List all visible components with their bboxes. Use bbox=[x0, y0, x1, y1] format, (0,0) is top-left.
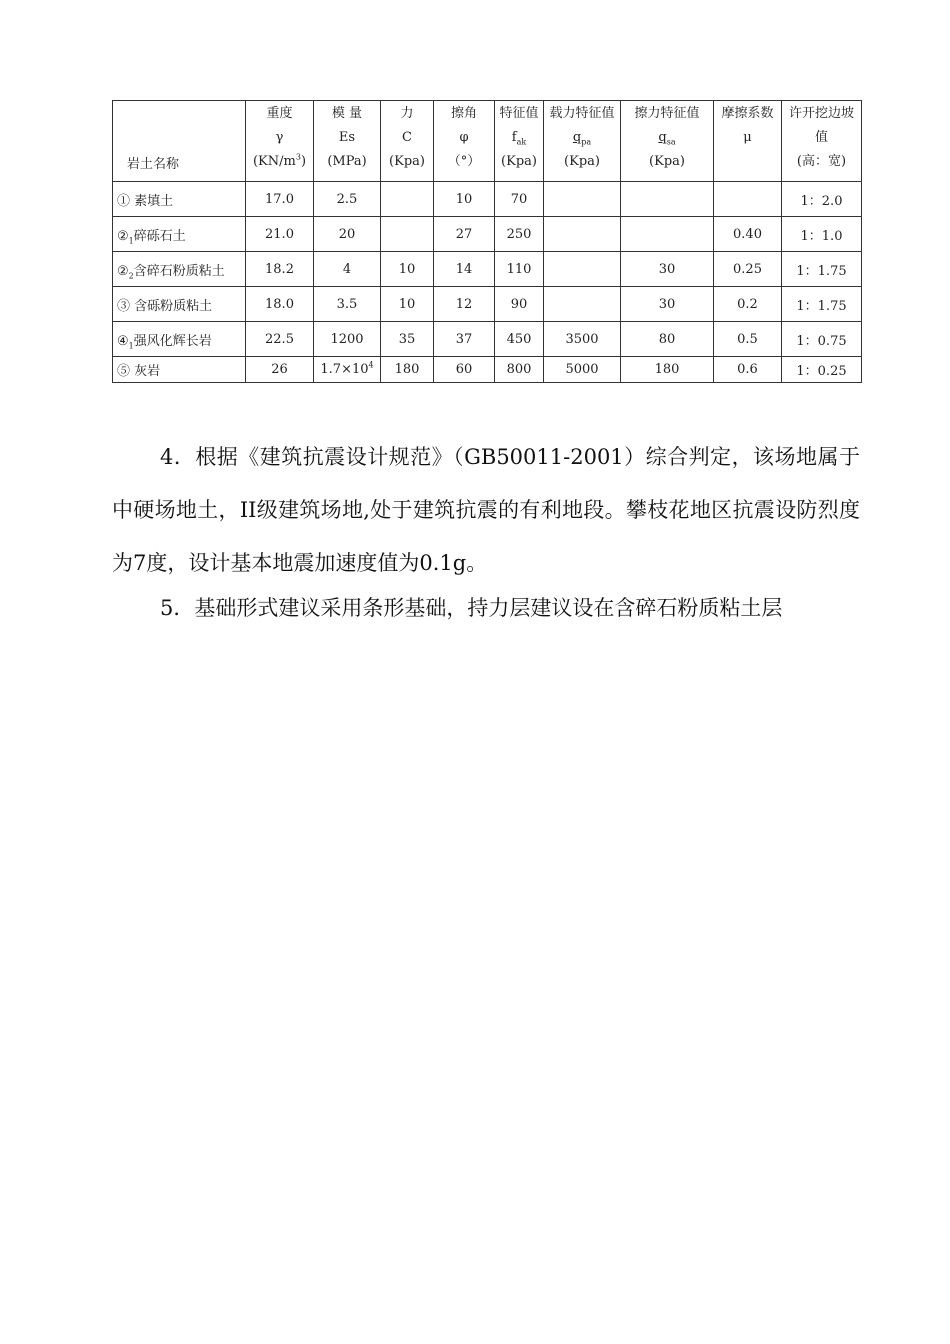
table-cell bbox=[381, 252, 434, 287]
table-header-row bbox=[113, 101, 862, 182]
cell-value: 35 bbox=[398, 331, 416, 347]
soil-parameter-table bbox=[112, 100, 862, 383]
table-cell bbox=[246, 252, 314, 287]
header-symbol: φ bbox=[459, 130, 469, 145]
cell-value: 26 bbox=[271, 362, 288, 377]
layer-subscript: 1 bbox=[128, 236, 134, 246]
table-cell bbox=[621, 217, 714, 252]
table-cell bbox=[434, 252, 495, 287]
cell-value: 10 bbox=[398, 261, 416, 277]
table-cell bbox=[495, 322, 544, 357]
header-symbol: γ bbox=[275, 130, 284, 145]
cell-value: 20 bbox=[338, 226, 356, 242]
cell-value: 3.5 bbox=[336, 296, 358, 312]
table-cell bbox=[621, 252, 714, 287]
table-cell bbox=[381, 217, 434, 252]
header-symbol-text: f bbox=[511, 130, 517, 145]
layer-number: ③ bbox=[117, 298, 135, 314]
table-row bbox=[113, 182, 862, 217]
cell-value: 1：2.0 bbox=[800, 193, 843, 209]
table-cell bbox=[782, 287, 862, 322]
table-cell bbox=[495, 287, 544, 322]
header-unit-weight bbox=[246, 101, 314, 182]
layer-number: ⑤ bbox=[117, 364, 135, 379]
table-cell bbox=[434, 182, 495, 217]
cell-value: 0.5 bbox=[737, 331, 758, 347]
layer-number: ② bbox=[117, 263, 129, 279]
header-symbol-sub: sa bbox=[666, 137, 676, 147]
header-symbol-text: q bbox=[658, 130, 667, 145]
table-cell bbox=[714, 217, 782, 252]
table-cell bbox=[434, 287, 495, 322]
table-cell bbox=[434, 322, 495, 357]
header-symbol: Es bbox=[338, 130, 356, 145]
table-cell bbox=[495, 217, 544, 252]
header-bearing-value bbox=[495, 101, 544, 182]
header-unit: (Kpa) bbox=[501, 154, 537, 169]
header-text: 重度 bbox=[266, 106, 293, 121]
table-cell bbox=[314, 287, 381, 322]
table-cell bbox=[246, 217, 314, 252]
table-cell bbox=[621, 322, 714, 357]
cell-value: 22.5 bbox=[265, 331, 294, 347]
layer-subscript: 1 bbox=[128, 341, 134, 351]
cell-value: 10 bbox=[455, 191, 473, 207]
table-cell bbox=[782, 357, 862, 383]
cell-value: 1：0.75 bbox=[796, 333, 847, 349]
table-cell bbox=[714, 252, 782, 287]
header-unit: (Kpa) bbox=[649, 154, 685, 169]
header-text: 模 量 bbox=[331, 106, 363, 121]
header-unit bbox=[246, 150, 313, 174]
header-symbol-text: q bbox=[572, 130, 582, 145]
soil-name: 含砾粉质粘土 bbox=[134, 298, 213, 314]
table-cell bbox=[434, 217, 495, 252]
table-cell bbox=[434, 357, 495, 383]
header-text: 力 bbox=[400, 106, 414, 121]
cell-value: 1：1.0 bbox=[800, 228, 843, 244]
header-unit-text: (KN/m bbox=[252, 154, 296, 169]
cell-value: 4 bbox=[342, 261, 352, 277]
cell-value: 110 bbox=[506, 261, 532, 277]
header-text: 特征值 bbox=[499, 106, 539, 121]
table-cell bbox=[495, 357, 544, 383]
cell-value: 18.2 bbox=[265, 261, 294, 277]
table-cell bbox=[714, 357, 782, 383]
soil-name: 强风化辉长岩 bbox=[133, 333, 212, 349]
soil-name: 灰岩 bbox=[134, 364, 161, 379]
header-text: 许开挖边坡 bbox=[788, 106, 854, 121]
header-soil-name bbox=[113, 101, 246, 182]
table-row bbox=[113, 217, 862, 252]
header-symbol: μ bbox=[743, 130, 752, 145]
cell-value: 3500 bbox=[565, 331, 599, 347]
cell-value: 27 bbox=[455, 226, 473, 242]
header-symbol-sub: ak bbox=[516, 137, 527, 147]
table-row bbox=[113, 287, 862, 322]
cell-value: 0.40 bbox=[733, 226, 762, 242]
cell-value: 1：1.75 bbox=[796, 298, 847, 314]
header-unit-sup: 3 bbox=[295, 152, 301, 162]
table-row bbox=[113, 357, 862, 383]
header-modulus bbox=[314, 101, 381, 182]
header-symbol-sub: pa bbox=[581, 137, 592, 147]
table-cell bbox=[782, 182, 862, 217]
table-cell bbox=[381, 287, 434, 322]
table-cell bbox=[544, 287, 621, 322]
table-cell bbox=[714, 287, 782, 322]
cell-value: 0.6 bbox=[737, 362, 758, 377]
table-cell bbox=[314, 357, 381, 383]
layer-number: ① bbox=[117, 193, 135, 209]
cell-value: 180 bbox=[394, 362, 420, 377]
table-cell bbox=[314, 252, 381, 287]
table-cell bbox=[544, 182, 621, 217]
header-side-friction bbox=[621, 101, 714, 182]
table-cell bbox=[314, 182, 381, 217]
cell-value: 18.0 bbox=[265, 296, 294, 312]
table-cell bbox=[246, 287, 314, 322]
table-cell bbox=[714, 322, 782, 357]
cell-value: 5000 bbox=[565, 362, 599, 377]
cell-value: 180 bbox=[654, 362, 680, 377]
cell-value: 1200 bbox=[330, 331, 364, 347]
table-cell bbox=[314, 322, 381, 357]
header-end-bearing bbox=[544, 101, 621, 182]
table-cell bbox=[714, 182, 782, 217]
cell-value: 21.0 bbox=[265, 226, 294, 242]
header-friction-angle bbox=[434, 101, 495, 182]
cell-value: 70 bbox=[510, 191, 528, 207]
layer-number: ② bbox=[117, 228, 129, 244]
table-cell bbox=[621, 287, 714, 322]
cell-value: 80 bbox=[658, 331, 676, 347]
soil-name-cell bbox=[113, 182, 246, 217]
soil-name-cell bbox=[113, 357, 246, 383]
table-cell bbox=[621, 357, 714, 383]
cell-value: 1.7×10 bbox=[320, 362, 369, 377]
header-unit: (Kpa) bbox=[389, 154, 425, 169]
cell-value: 2.5 bbox=[336, 191, 358, 207]
cell-value: 60 bbox=[455, 362, 473, 377]
cell-value: 450 bbox=[506, 331, 532, 347]
cell-value: 12 bbox=[455, 296, 473, 312]
soil-name: 素填土 bbox=[134, 193, 174, 209]
soil-name-cell bbox=[113, 252, 246, 287]
header-symbol bbox=[544, 126, 620, 150]
table-cell bbox=[495, 182, 544, 217]
table-cell bbox=[544, 252, 621, 287]
soil-name-cell bbox=[113, 322, 246, 357]
layer-subscript: 2 bbox=[128, 271, 134, 281]
cell-value: 90 bbox=[510, 296, 528, 312]
table-cell bbox=[544, 357, 621, 383]
table-cell bbox=[314, 217, 381, 252]
cell-value: 0.25 bbox=[733, 261, 762, 277]
header-symbol: 值 bbox=[814, 130, 828, 145]
header-friction-coefficient bbox=[714, 101, 782, 182]
cell-value: 10 bbox=[398, 296, 416, 312]
paragraph-foundation: 5．基础形式建议采用条形基础，持力层建议设在含碎石粉质粘土层 bbox=[160, 596, 783, 620]
header-text: 载力特征值 bbox=[549, 106, 615, 121]
header-text: 摩擦系数 bbox=[721, 106, 774, 121]
header-text: 擦角 bbox=[450, 106, 477, 121]
soil-name-cell bbox=[113, 287, 246, 322]
header-unit-close: ) bbox=[300, 154, 307, 169]
table-cell bbox=[246, 322, 314, 357]
header-slope-ratio bbox=[782, 101, 862, 182]
table-cell bbox=[381, 357, 434, 383]
table-cell bbox=[381, 322, 434, 357]
paragraph-seismic: 4．根据《建筑抗震设计规范》（GB50011-2001）综合判定，该场地属于中硬场地土，II级建筑场地,处于建筑抗震的有利地段。攀枝花地区抗震设防烈度为7度，设计基本地震加速度值为0.1g。 bbox=[112, 445, 860, 575]
cell-exponent: 4 bbox=[368, 360, 374, 370]
table-cell bbox=[246, 182, 314, 217]
table-cell bbox=[782, 322, 862, 357]
layer-number: ④ bbox=[117, 333, 129, 349]
header-symbol bbox=[621, 126, 713, 150]
table-cell bbox=[495, 252, 544, 287]
header-unit: (高：宽) bbox=[796, 154, 847, 169]
cell-value: 30 bbox=[658, 261, 676, 277]
table-cell bbox=[782, 217, 862, 252]
cell-value: 1：1.75 bbox=[796, 263, 847, 279]
table-body bbox=[113, 182, 862, 383]
cell-value: 1：0.25 bbox=[796, 364, 847, 379]
soil-name: 含碎石粉质粘土 bbox=[133, 263, 225, 279]
header-unit: (Kpa) bbox=[564, 154, 600, 169]
header-text: 擦力特征值 bbox=[634, 106, 700, 121]
header-unit: （°） bbox=[447, 154, 481, 169]
soil-name: 碎砾石土 bbox=[133, 228, 186, 244]
table-row bbox=[113, 322, 862, 357]
header-cohesion bbox=[381, 101, 434, 182]
cell-value: 14 bbox=[455, 261, 473, 277]
cell-value: 800 bbox=[506, 362, 532, 377]
soil-name-cell bbox=[113, 217, 246, 252]
table-cell bbox=[782, 252, 862, 287]
cell-value: 17.0 bbox=[265, 191, 294, 207]
table-cell bbox=[246, 357, 314, 383]
table-cell bbox=[381, 182, 434, 217]
header-unit: (MPa) bbox=[327, 154, 367, 169]
header-soil-name-label: 岩土名称 bbox=[127, 157, 180, 172]
cell-value: 37 bbox=[455, 331, 473, 347]
cell-value: 250 bbox=[506, 226, 532, 242]
header-symbol: C bbox=[402, 130, 412, 145]
cell-value: 0.2 bbox=[737, 296, 758, 312]
table-cell bbox=[621, 182, 714, 217]
header-symbol bbox=[495, 126, 543, 150]
cell-value: 30 bbox=[658, 296, 676, 312]
table-cell bbox=[544, 217, 621, 252]
table-row bbox=[113, 252, 862, 287]
table-cell bbox=[544, 322, 621, 357]
